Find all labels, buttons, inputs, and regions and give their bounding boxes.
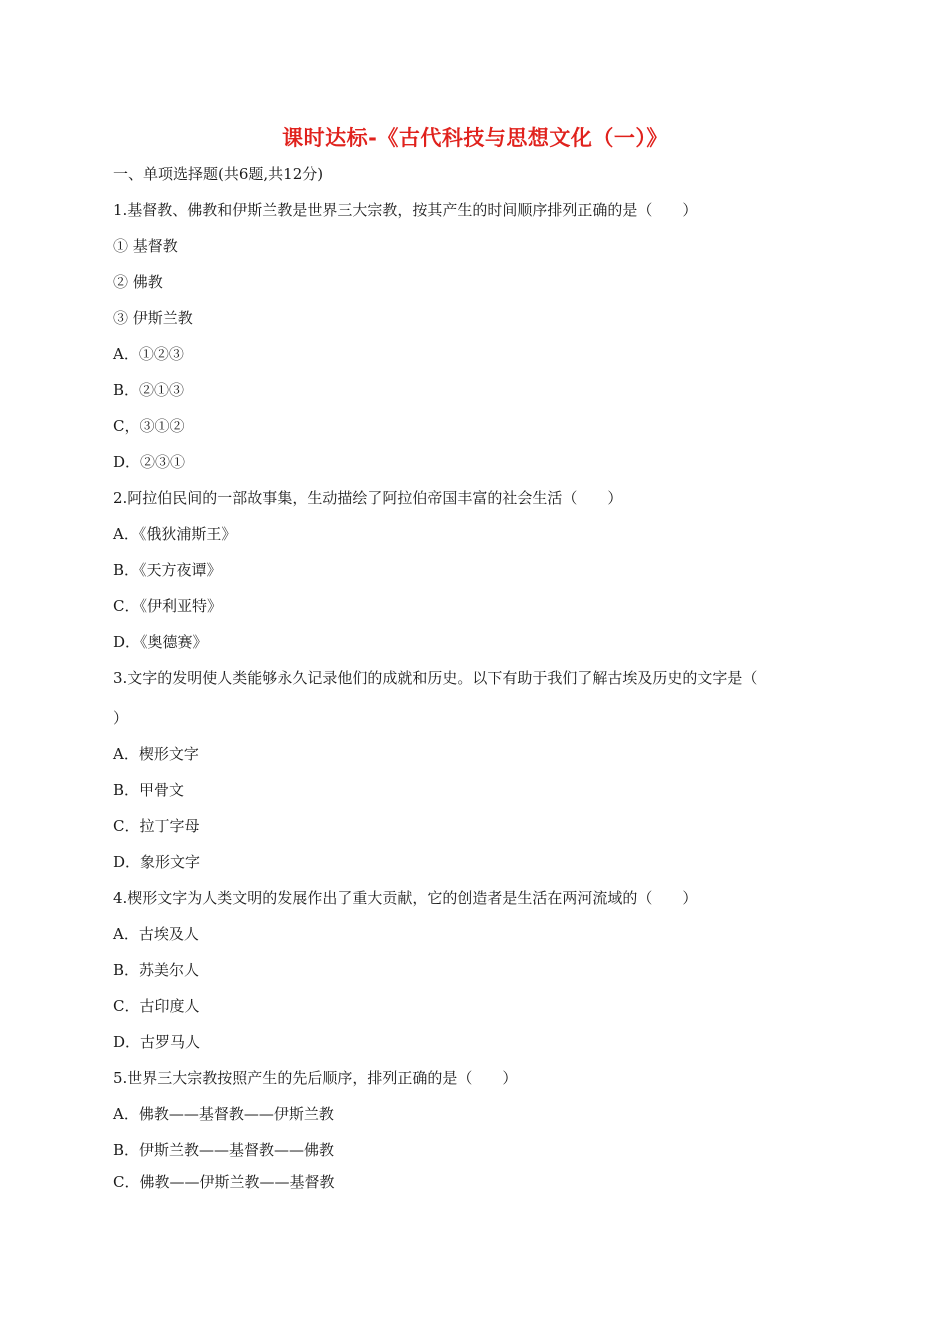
question-1-stem: 1.基督教、佛教和伊斯兰教是世界三大宗教，按其产生的时间顺序排列正确的是（ ） xyxy=(113,201,698,219)
question-3-option-c: C．拉丁字母 xyxy=(113,817,200,835)
question-3-option-b: B．甲骨文 xyxy=(113,781,185,799)
question-2-option-a: A．《俄狄浦斯王》 xyxy=(113,525,237,543)
question-5-option-c: C．佛教——伊斯兰教——基督教 xyxy=(113,1173,335,1191)
question-1-item-3: ③ 伊斯兰教 xyxy=(113,309,193,327)
question-4-option-c: C．古印度人 xyxy=(113,997,200,1015)
question-3-option-a: A．楔形文字 xyxy=(113,745,199,763)
question-2-option-d: D．《奥德赛》 xyxy=(113,633,208,651)
question-5-option-b: B．伊斯兰教——基督教——佛教 xyxy=(113,1141,335,1159)
question-1-option-d: D．②③① xyxy=(113,453,186,471)
question-2-stem: 2.阿拉伯民间的一部故事集，生动描绘了阿拉伯帝国丰富的社会生活（ ） xyxy=(113,489,623,507)
question-1-item-2: ② 佛教 xyxy=(113,273,163,291)
question-5-stem: 5.世界三大宗教按照产生的先后顺序，排列正确的是（ ） xyxy=(113,1069,518,1087)
question-4-option-b: B．苏美尔人 xyxy=(113,961,200,979)
question-3-stem: 3.文字的发明使人类能够永久记录他们的成就和历史。以下有助于我们了解古埃及历史的文字是（ xyxy=(113,669,758,687)
question-4-option-d: D．古罗马人 xyxy=(113,1033,201,1051)
question-2-option-c: C．《伊利亚特》 xyxy=(113,597,222,615)
question-3-stem-continued: ） xyxy=(113,709,129,727)
question-4-option-a: A．古埃及人 xyxy=(113,925,199,943)
question-1-option-c: C，③①② xyxy=(113,417,185,435)
question-2-option-b: B．《天方夜谭》 xyxy=(113,561,222,579)
page-title: 课时达标-《古代科技与思想文化（一）》 xyxy=(282,126,668,150)
question-5-option-a: A．佛教——基督教——伊斯兰教 xyxy=(113,1105,334,1123)
section-heading: 一、单项选择题(共6题,共12分) xyxy=(113,165,324,183)
question-4-stem: 4.楔形文字为人类文明的发展作出了重大贡献，它的创造者是生活在两河流域的（ ） xyxy=(113,889,698,907)
question-1-option-b: B．②①③ xyxy=(113,381,185,399)
question-3-option-d: D．象形文字 xyxy=(113,853,201,871)
question-1-item-1: ① 基督教 xyxy=(113,237,178,255)
question-1-option-a: A．①②③ xyxy=(113,345,184,363)
